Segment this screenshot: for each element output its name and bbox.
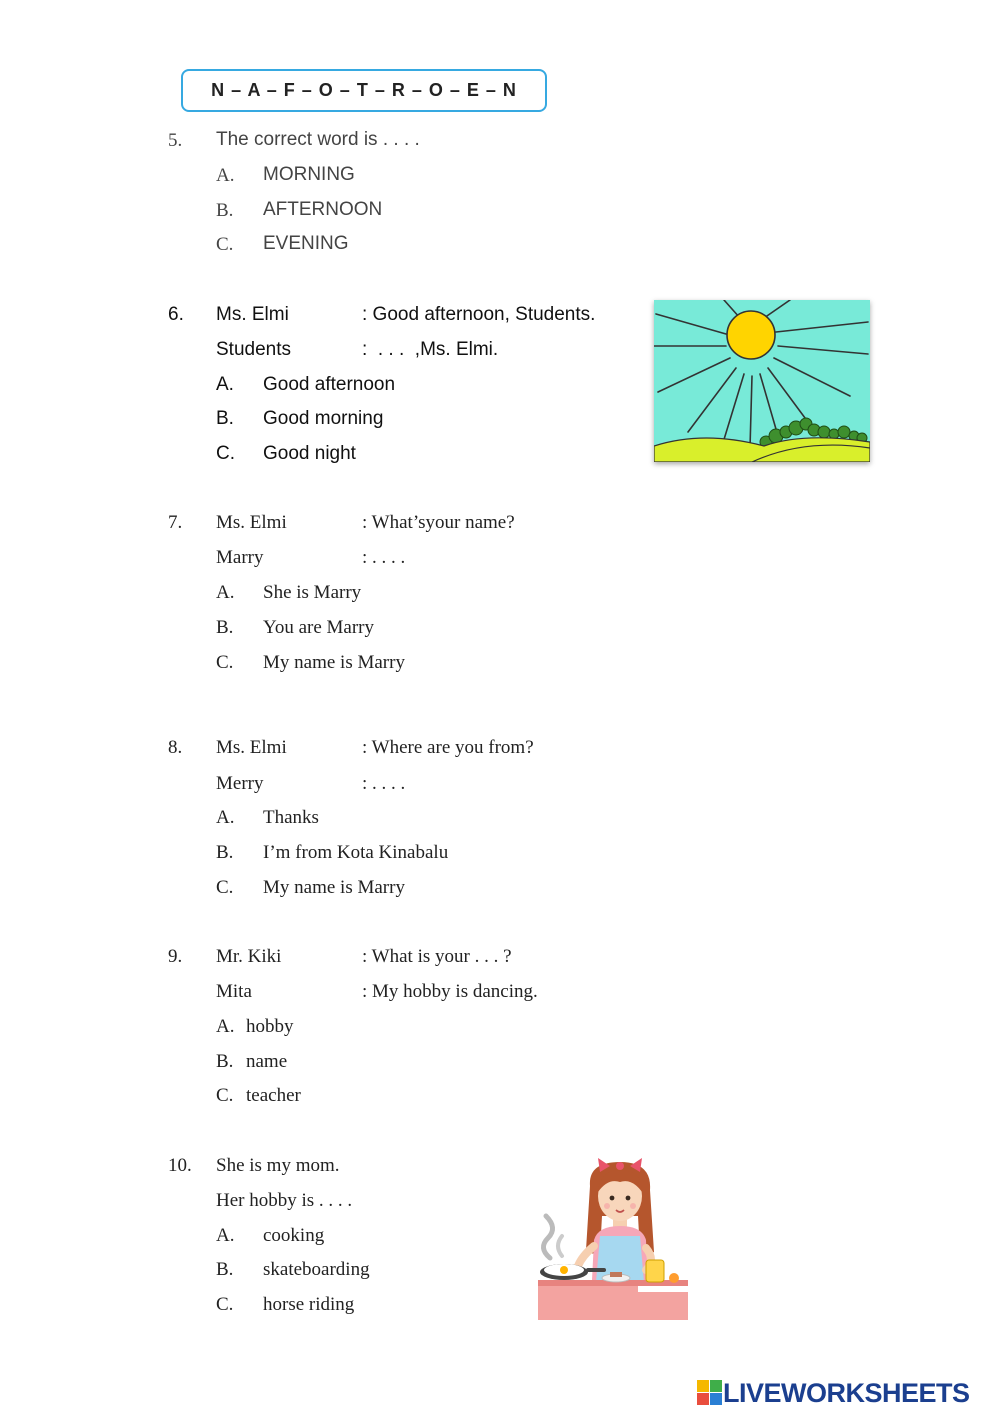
option-a[interactable]: MORNING xyxy=(263,164,355,185)
option-a[interactable]: Thanks xyxy=(263,807,319,828)
speaker-2: Marry xyxy=(216,547,264,568)
option-letter: A. xyxy=(216,1225,235,1246)
question-line-1: She is my mom. xyxy=(216,1155,340,1176)
question-prompt: The correct word is . . . . xyxy=(216,129,420,150)
option-letter: B. xyxy=(216,1051,234,1072)
question-number: 6. xyxy=(168,304,184,325)
option-letter: A. xyxy=(216,374,234,395)
speaker-1: Ms. Elmi xyxy=(216,304,289,325)
liveworksheets-logo[interactable] xyxy=(697,1378,970,1408)
option-b[interactable]: Good morning xyxy=(263,408,384,429)
option-letter: B. xyxy=(216,842,234,863)
option-a[interactable]: cooking xyxy=(263,1225,325,1246)
question-number: 9. xyxy=(168,946,183,967)
dialogue-line-1: : What’syour name? xyxy=(362,512,515,533)
question-number: 7. xyxy=(168,512,183,533)
option-letter: C. xyxy=(216,1085,234,1106)
speaker-2: Mita xyxy=(216,981,252,1002)
option-c[interactable]: My name is Marry xyxy=(263,877,405,898)
dialogue-line-1: : Good afternoon, Students. xyxy=(362,304,596,325)
speaker-1: Ms. Elmi xyxy=(216,512,287,533)
option-letter: C. xyxy=(216,1294,234,1315)
option-b[interactable]: You are Marry xyxy=(263,617,374,638)
dialogue-line-2: : My hobby is dancing. xyxy=(362,981,538,1002)
option-letter: C. xyxy=(216,652,234,673)
speaker-2: Students xyxy=(216,339,291,360)
option-letter: C. xyxy=(216,443,235,464)
scrambled-word: N – A – F – O – T – R – O – E – N xyxy=(211,80,517,100)
question-number: 5. xyxy=(168,130,183,151)
liveworksheets-logo-icon xyxy=(697,1380,723,1406)
question-number: 10. xyxy=(168,1155,192,1176)
option-b[interactable]: skateboarding xyxy=(263,1259,370,1280)
option-b[interactable]: name xyxy=(246,1051,288,1072)
option-letter: A. xyxy=(216,582,235,603)
option-c[interactable]: My name is Marry xyxy=(263,652,405,673)
option-c[interactable]: horse riding xyxy=(263,1294,355,1315)
option-letter: A. xyxy=(216,165,235,186)
option-b[interactable]: AFTERNOON xyxy=(263,199,383,220)
option-letter: C. xyxy=(216,877,234,898)
dialogue-line-1: : Where are you from? xyxy=(362,737,534,758)
dialogue-line-1: : What is your . . . ? xyxy=(362,946,512,967)
option-letter: B. xyxy=(216,408,234,429)
option-a[interactable]: Good afternoon xyxy=(263,374,396,395)
scrambled-word-box xyxy=(181,69,547,112)
speaker-2: Merry xyxy=(216,773,264,794)
sun-illustration xyxy=(654,300,870,462)
option-c[interactable]: teacher xyxy=(246,1085,301,1106)
option-c[interactable]: Good night xyxy=(263,443,356,464)
option-letter: B. xyxy=(216,200,234,221)
option-letter: C. xyxy=(216,234,234,255)
brand-name: LIVEWORKSHEETS xyxy=(723,1377,970,1408)
dialogue-line-2: : . . . . xyxy=(362,773,406,794)
option-a[interactable]: She is Marry xyxy=(263,582,362,603)
option-letter: B. xyxy=(216,1259,234,1280)
speaker-1: Mr. Kiki xyxy=(216,946,282,967)
option-c[interactable]: EVENING xyxy=(263,233,349,254)
option-a[interactable]: hobby xyxy=(246,1016,294,1037)
option-letter: B. xyxy=(216,617,234,638)
option-letter: A. xyxy=(216,1016,235,1037)
dialogue-line-2: : . . . . xyxy=(362,547,406,568)
dialogue-line-2: : . . . ,Ms. Elmi. xyxy=(362,339,499,360)
speaker-1: Ms. Elmi xyxy=(216,737,287,758)
cooking-mom-illustration xyxy=(528,1156,694,1322)
option-b[interactable]: I’m from Kota Kinabalu xyxy=(263,842,449,863)
question-number: 8. xyxy=(168,737,183,758)
question-line-2: Her hobby is . . . . xyxy=(216,1190,353,1211)
option-letter: A. xyxy=(216,807,235,828)
